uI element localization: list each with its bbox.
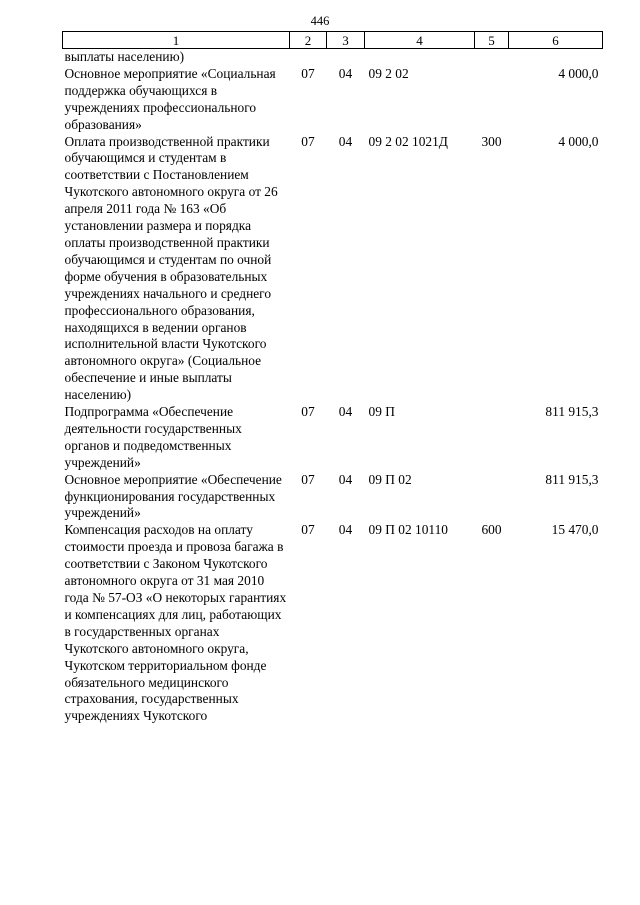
header-col-1: 1 [63,32,290,49]
row-subsection: 04 [338,133,353,149]
row-section: 07 [301,404,315,420]
table-row [63,472,603,523]
row-expense-type: 600 [481,522,502,538]
row-section: 07 [301,471,315,487]
row-target-article [365,49,475,66]
row-target-article: 09 П 02 10110 [368,522,448,538]
row-amount: 811 915,3 [545,471,599,487]
row-name: Оплата производственной практики обучающимся и студентам в соответствии с Постановлением Чукотского автономного округа от 26 апреля 2011 года № 163 «Об установлении размера и порядка оплаты производственной практики обучающимся и студентам по очной форме обучения в образовательных учреждениях начального и среднего профессионального образования, находящихся в ведении органов исполнительной власти Чукотского автономного округа» (Социальное обеспечение и иные выплаты населению) [64,133,278,403]
row-section: 07 [301,65,315,81]
row-name: Основное мероприятие «Социальная поддержка обучающихся в учреждениях профессионального образования» [64,65,276,132]
row-subsection: 04 [338,65,353,81]
header-col-6: 6 [509,32,603,49]
table-row [63,66,603,134]
header-col-2: 2 [290,32,327,49]
row-expense-type [475,66,509,134]
row-name: выплаты населению) [64,49,185,64]
row-expense-type [475,472,509,523]
page-number: 446 [310,14,330,28]
row-expense-type: 300 [481,133,502,149]
row-amount: 4 000,0 [558,133,599,149]
row-target-article: 09 2 02 [368,65,409,81]
row-target-article: 09 П 02 [368,471,412,487]
row-subsection: 04 [338,471,353,487]
header-col-4: 4 [365,32,475,49]
row-section: 07 [301,522,315,538]
table-header [63,32,603,49]
table-row [63,134,603,405]
table-body [63,49,603,726]
row-name: Компенсация расходов на оплату стоимости проезда и провоза багажа в соответствии с Законом Чукотского автономного округа от 31 мая 2010 года № 57-ОЗ «О некоторых гарантиях и компенсациях для лиц, работающих в государственных органах Чукотского автономного округа, Чукотском территориальном фонде обязательного медицинского страхования, государственных учреждениях Чукотского [64,522,287,724]
row-target-article: 09 2 02 1021Д [368,133,448,149]
row-amount [509,49,603,66]
row-amount: 811 915,3 [545,404,599,420]
header-col-3: 3 [327,32,365,49]
table-row [63,522,603,725]
row-target-article: 09 П [368,404,395,420]
row-expense-type [475,404,509,472]
row-section [290,49,327,66]
row-name: Подпрограмма «Обеспечение деятельности государственных органов и подведомственных учреждений» [64,404,242,470]
header-row [63,32,603,49]
row-amount: 15 470,0 [551,522,599,538]
header-col-5: 5 [475,32,509,49]
row-subsection: 04 [338,522,353,538]
table-row [63,404,603,472]
row-amount: 4 000,0 [558,65,599,81]
row-expense-type [475,49,509,66]
row-subsection [327,49,365,66]
row-subsection: 04 [338,404,353,420]
budget-table [62,31,603,725]
row-name: Основное мероприятие «Обеспечение функционирования государственных учреждений» [64,471,282,521]
table-row [63,49,603,66]
row-section: 07 [301,133,315,149]
